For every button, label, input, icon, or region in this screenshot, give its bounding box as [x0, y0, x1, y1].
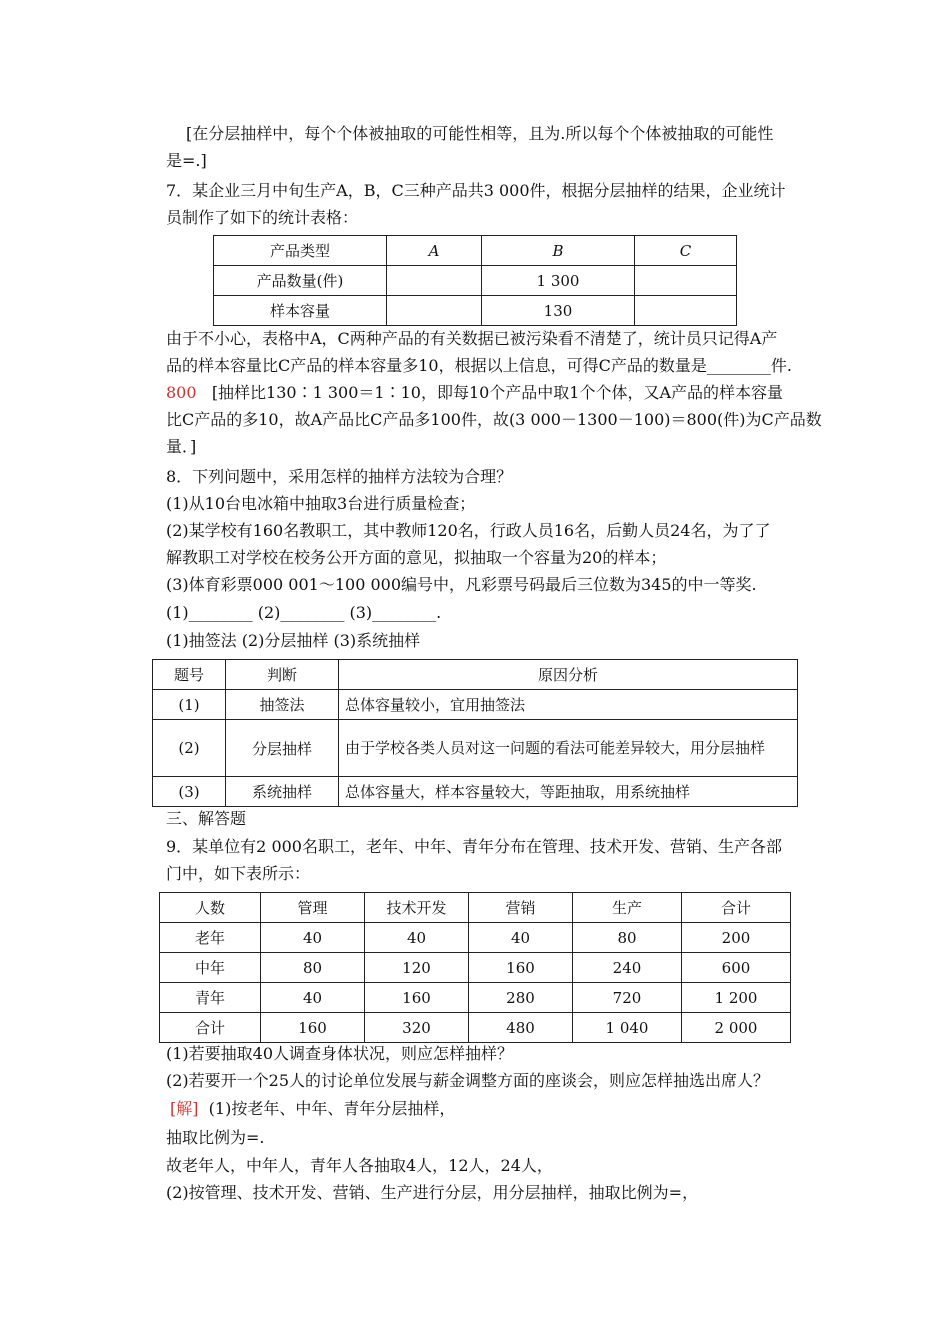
q8-blanks: (1)________ (2)________ (3)________. [166, 603, 442, 622]
table-cell: 240 [573, 953, 682, 983]
q9-question-line1: 9．某单位有2 000名职工，老年、中年、青年分布在管理、技术开发、营销、生产各部 [166, 837, 782, 856]
table-header-cell: 原因分析 [339, 660, 798, 690]
table-cell: 1 040 [573, 1013, 682, 1043]
table-cell: 青年 [160, 983, 261, 1013]
q9-part2: (2)若要开一个25人的讨论单位发展与薪金调整方面的座谈会，则应怎样抽选出席人？ [166, 1071, 770, 1090]
table-row [160, 1013, 791, 1043]
q7-answer-text: [抽样比130∶1 300＝1∶10，即每10个产品中取1个个体，又A产品的样本容量 [211, 383, 784, 402]
table-header-cell: B [482, 236, 635, 266]
table-cell: 产品数量(件) [214, 266, 387, 296]
q6-answer-line1: [在分层抽样中，每个个体被抽取的可能性相等，且为.所以每个个体被抽取的可能性 [186, 124, 774, 143]
table-cell: 120 [365, 953, 469, 983]
table-cell: 600 [682, 953, 791, 983]
table-cell: 720 [573, 983, 682, 1013]
table-cell: (1) [153, 690, 226, 720]
table-cell: 160 [261, 1013, 365, 1043]
q7-after-line2: 品的样本容量比C产品的样本容量多10，根据以上信息，可得C产品的数量是________件. [166, 356, 792, 375]
q8-title: 8．下列问题中，采用怎样的抽样方法较为合理？ [166, 467, 513, 486]
table-cell: (3) [153, 777, 226, 807]
table-row [153, 690, 798, 720]
table-header-cell: 人数 [160, 893, 261, 923]
table-header-cell: 生产 [573, 893, 682, 923]
table-cell [635, 296, 737, 326]
table-header-cell: A [387, 236, 482, 266]
q9-table [159, 892, 791, 1043]
q7-after-line1: 由于不小心，表格中A，C两种产品的有关数据已被污染看不清楚了，统计员只记得A产 [166, 329, 778, 348]
q9-solution-line3: 故老年人，中年人，青年人各抽取4人，12人，24人， [166, 1156, 553, 1175]
solution-text: (1)按老年、中年、青年分层抽样， [208, 1099, 456, 1118]
solution-tag: [解] [170, 1099, 199, 1118]
q7-question-line1: 7．某企业三月中旬生产A，B，C三种产品共3 000件，根据分层抽样的结果，企业统计 [166, 181, 786, 200]
table-header-cell: 产品类型 [214, 236, 387, 266]
table-row [214, 296, 737, 326]
table-cell: 抽签法 [226, 690, 339, 720]
table-row [160, 923, 791, 953]
table-header-cell: 题号 [153, 660, 226, 690]
table-cell: 40 [261, 923, 365, 953]
q8-part2-line2: 解教职工对学校在校务公开方面的意见，拟抽取一个容量为20的样本； [166, 548, 667, 567]
table-header-cell: 合计 [682, 893, 791, 923]
table-cell: 40 [469, 923, 573, 953]
section-heading: 三、解答题 [166, 809, 247, 828]
table-header-cell: 判断 [226, 660, 339, 690]
table-cell [387, 296, 482, 326]
table-cell: 合计 [160, 1013, 261, 1043]
table-cell: 40 [261, 983, 365, 1013]
table-cell: 中年 [160, 953, 261, 983]
table-row [160, 953, 791, 983]
table-cell: 总体容量大，样本容量较大，等距抽取，用系统抽样 [339, 777, 798, 807]
table-cell: 320 [365, 1013, 469, 1043]
table-cell: 40 [365, 923, 469, 953]
q9-solution-line1 [170, 1098, 455, 1120]
table-cell: (2) [153, 720, 226, 777]
q7-answer-line2: 比C产品的多10，故A产品比C产品多100件，故(3 000－1300－100)＝800(件)为C产品数 [166, 410, 822, 429]
q9-question-line2: 门中，如下表所示： [166, 864, 311, 883]
table-row [153, 720, 798, 777]
q9-solution-line2: 抽取比例为=. [166, 1128, 265, 1147]
q7-table [213, 235, 737, 326]
q8-part2-line1: (2)某学校有160名教职工，其中教师120名，行政人员16名，后勤人员24名，为了了 [166, 521, 771, 540]
q8-part1: (1)从10台电冰箱中抽取3台进行质量检查； [166, 494, 476, 513]
table-cell: 老年 [160, 923, 261, 953]
table-header-cell: C [635, 236, 737, 266]
table-cell: 系统抽样 [226, 777, 339, 807]
table-row [160, 983, 791, 1013]
table-cell: 1 300 [482, 266, 635, 296]
table-cell: 280 [469, 983, 573, 1013]
table-header-cell: 技术开发 [365, 893, 469, 923]
table-cell [387, 266, 482, 296]
table-cell: 80 [573, 923, 682, 953]
table-cell: 480 [469, 1013, 573, 1043]
q7-answer-value: 800 [166, 383, 197, 402]
table-cell [635, 266, 737, 296]
q8-answer: (1)抽签法 (2)分层抽样 (3)系统抽样 [166, 631, 421, 650]
table-cell: 130 [482, 296, 635, 326]
table-header-row [153, 660, 798, 690]
q6-answer-line2: 是=.] [166, 151, 207, 170]
q9-solution-line4: (2)按管理、技术开发、营销、生产进行分层，用分层抽样，抽取比例为=， [166, 1183, 699, 1202]
q9-part1: (1)若要抽取40人调查身体状况，则应怎样抽样？ [166, 1044, 514, 1063]
q8-table [152, 659, 798, 807]
table-header-cell: 营销 [469, 893, 573, 923]
table-header-cell: 管理 [261, 893, 365, 923]
table-cell: 200 [682, 923, 791, 953]
table-cell: 样本容量 [214, 296, 387, 326]
q7-answer-line1 [166, 382, 783, 404]
table-cell: 160 [365, 983, 469, 1013]
q7-question-line2: 员制作了如下的统计表格： [166, 208, 359, 227]
table-cell: 2 000 [682, 1013, 791, 1043]
table-header-row [214, 236, 737, 266]
table-cell: 1 200 [682, 983, 791, 1013]
table-cell: 160 [469, 953, 573, 983]
table-cell: 80 [261, 953, 365, 983]
table-cell: 总体容量较小，宜用抽签法 [339, 690, 798, 720]
table-row [153, 777, 798, 807]
table-header-row [160, 893, 791, 923]
table-cell: 分层抽样 [226, 720, 339, 777]
q8-part3: (3)体育彩票000 001～100 000编号中，凡彩票号码最后三位数为345的中一等奖. [166, 575, 757, 594]
table-row [214, 266, 737, 296]
table-cell: 由于学校各类人员对这一问题的看法可能差异较大，用分层抽样 [339, 720, 798, 777]
q7-answer-line3: 量．] [166, 437, 197, 456]
